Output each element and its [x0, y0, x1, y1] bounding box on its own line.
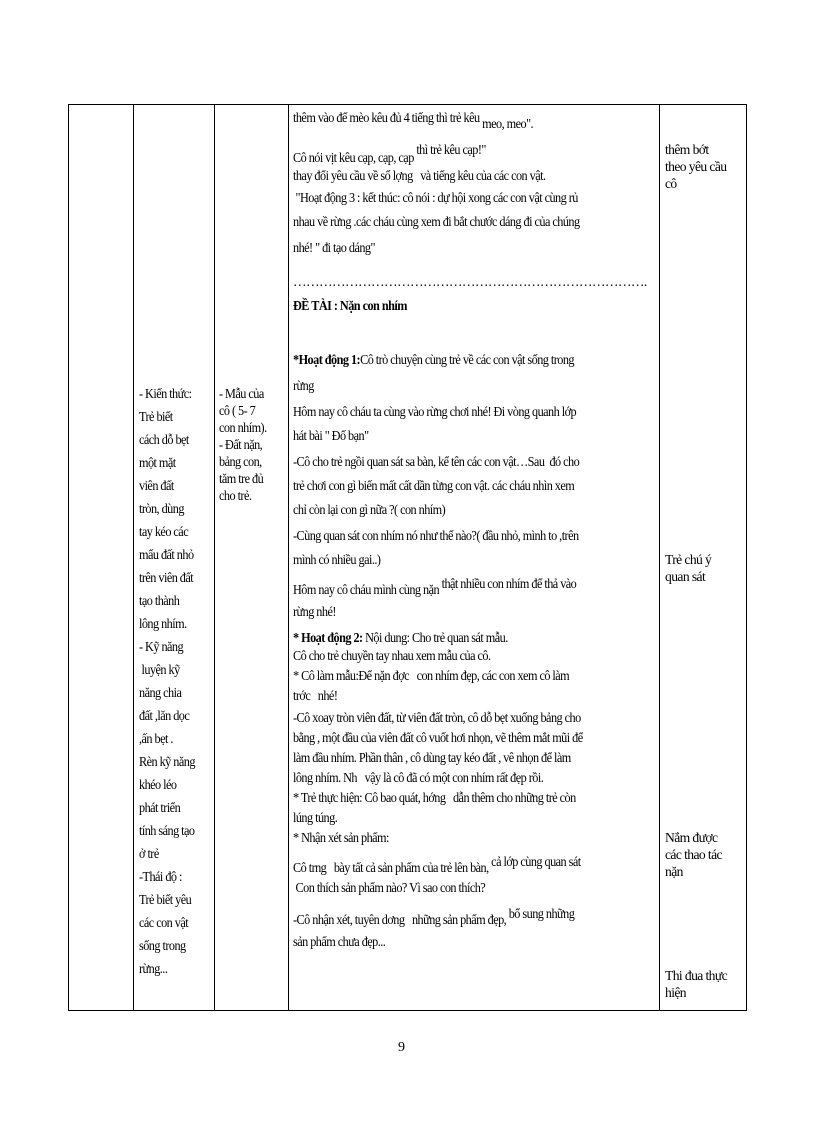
objective-line: ở trẻ [139, 846, 159, 861]
text-line: Con thích sản phẩm nào? Vì sao con thích? [293, 880, 486, 895]
text-line: hát bài " Đố bạn" [293, 428, 369, 443]
text-line: -Cô xoay tròn viên đất, từ viên đất tròn, cô dỗ bẹt xuống bảng cho [293, 710, 581, 725]
text-line: Cô nói vịt kêu cạp, cạp, cạp thì trẻ kêu cạp!" [293, 142, 486, 165]
objective-line: Trẻ biết yêu [139, 892, 192, 907]
material-line: con nhím). [219, 420, 267, 435]
objective-line: lông nhím. [139, 616, 187, 631]
objective-line: các con vật [139, 915, 189, 930]
text-line: nhau về rừng .các cháu cùng xem đi bắt chước dáng đi của chúng [293, 214, 580, 229]
page-number: 9 [398, 1040, 405, 1055]
text-line: Cô cho trẻ chuyền tay nhau xem mẫu của cô. [293, 648, 491, 663]
text-line: -Cùng quan sát con nhím nó như thế nào?( đầu nhỏ, mình to ,trên [293, 528, 579, 543]
text-line: chỉ còn lại con gì nữa ?( con nhím) [293, 502, 446, 517]
objectives-text [139, 385, 211, 983]
material-line: - Mẫu của [219, 386, 264, 401]
empty-column-cell [69, 105, 134, 1011]
objective-line: -Thái độ : [139, 869, 182, 884]
objectives-cell [134, 105, 215, 1011]
objective-line: ,ấn bẹt . [139, 731, 173, 746]
objective-line: tay kéo các [139, 524, 189, 539]
lesson-title: ĐỀ TÀI : Nặn con nhím [293, 298, 407, 313]
text-line: lông nhím. Nh vậy là cô đã có một con nhím rất đẹp rồi. [293, 770, 544, 785]
text-line: bằng , một đầu của viên đất cô vuốt hơi nhọn, vẽ thêm mắt mũi để [293, 730, 583, 745]
objective-line: năng chia [139, 685, 182, 700]
text-line: rừng [293, 378, 314, 393]
activities-cell [289, 105, 660, 1011]
objective-line: viên đất [139, 478, 174, 493]
text-line: Hôm nay cô cháu mình cùng nặn thật nhiều con nhím để thả vào [293, 576, 577, 597]
dotted-separator: ………………………………………………………………………. [293, 274, 647, 289]
objective-line: trên viên đất [139, 570, 194, 585]
material-line: bảng con, [219, 454, 262, 469]
objective-line: Trẻ biết [139, 409, 173, 424]
notes-cell [660, 105, 747, 1011]
note-block: Thi đua thực hiện [665, 968, 728, 1000]
objective-line: tròn, dùng [139, 501, 184, 516]
text-line: rừng nhé! [293, 604, 336, 619]
text-line: -Cô nhận xét, tuyên dơng những sản phẩm đẹp, bổ sung những [293, 906, 575, 927]
objective-line: phát triển [139, 800, 181, 815]
material-line: cô ( 5- 7 [219, 403, 256, 418]
table-row [69, 105, 747, 1011]
note-block: Trẻ chú ý quan sát [665, 552, 712, 584]
objective-line: khéo léo [139, 777, 177, 792]
objective-line: luyện kỹ [139, 662, 180, 677]
materials-cell [215, 105, 289, 1011]
objective-line: - Kiến thức: [139, 386, 192, 401]
note-block: thêm bớt theo yêu cầu cô [665, 142, 727, 191]
text-line: nhé! " đi tạo dáng" [293, 240, 375, 255]
text-line: "Hoạt động 3 : kết thúc: cô nói : dự hội xong các con vật cùng rủ [293, 190, 578, 205]
objective-line: đất ,lăn dọc [139, 708, 190, 723]
text-line: * Cô làm mẫu:Để nặn đợc con nhím đẹp, các con xem cô làm [293, 668, 570, 683]
text-line: thay đổi yêu cầu về số lợng và tiếng kêu của các con vật. [293, 168, 546, 183]
text-line: thêm vào để mèo kêu đủ 4 tiếng thì trẻ kêu meo, meo". [293, 110, 534, 131]
note-block: Nắm được các thao tác nặn [665, 830, 722, 879]
material-line: - Đất nặn, [219, 437, 263, 452]
text-line: sản phẩm chưa đẹp... [293, 934, 386, 949]
text-line: -Cô cho trẻ ngồi quan sát sa bàn, kể tên các con vật…Sau đó cho [293, 454, 580, 469]
materials-text [219, 385, 284, 504]
objective-line: tính sáng tạo [139, 823, 195, 838]
activity-2-heading: * Hoạt động 2: Nội dung: Cho trẻ quan sát mẫu. [293, 630, 508, 645]
objective-line: sống trong [139, 938, 186, 953]
text-line: làm đầu nhím. Phần thân , cô dùng tay kéo đất , vê nhọn để làm [293, 750, 571, 765]
material-line: tăm tre đủ [219, 471, 264, 486]
objective-line: tạo thành [139, 593, 180, 608]
objective-line: - Kỹ năng [139, 639, 184, 654]
objective-line: một mặt [139, 455, 176, 470]
text-line: lúng túng. [293, 810, 338, 825]
text-line: trớc nhé! [293, 688, 338, 703]
lesson-plan-table [68, 104, 747, 1011]
text-line: * Trẻ thực hiện: Cô bao quát, hớng dẫn thêm cho những trẻ còn [293, 790, 576, 805]
text-line: Cô trng bày tất cả sản phẩm của trẻ lên bàn, cả lớp cùng quan sát [293, 854, 581, 875]
material-line: cho trẻ. [219, 488, 252, 503]
text-line: trẻ chơi con gì biến mất cất dần từng con vật. các cháu nhìn xem [293, 478, 575, 493]
objective-line: mẩu đất nhỏ [139, 547, 194, 562]
text-line: Hôm nay cô cháu ta cùng vào rừng chơi nhé! Đi vòng quanh lớp [293, 404, 577, 419]
text-line: * Nhận xét sản phẩm: [293, 830, 389, 845]
activity-1-heading: *Hoạt động 1:Cô trò chuyện cùng trẻ về các con vật sống trong [293, 352, 575, 367]
objective-line: cách dỗ bẹt [139, 432, 189, 447]
objective-line: rừng... [139, 961, 168, 976]
text-line: mình có nhiều gai..) [293, 552, 381, 567]
objective-line: Rèn kỹ năng [139, 754, 195, 769]
